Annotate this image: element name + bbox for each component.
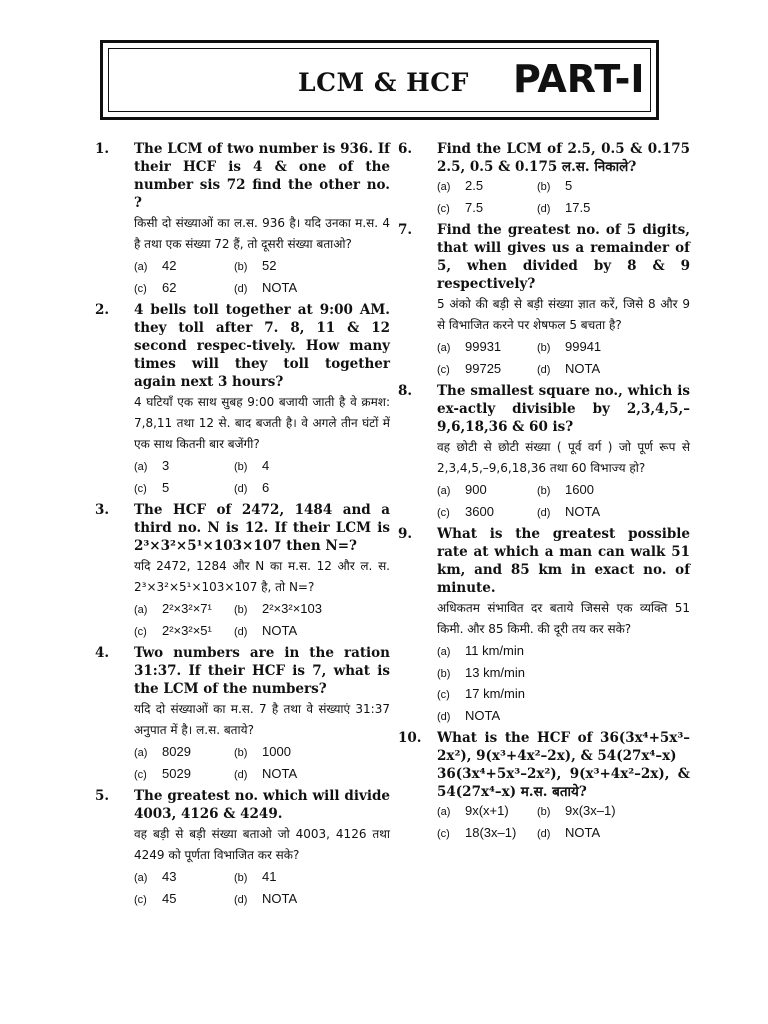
option-a: (a) 9x(x+1) bbox=[437, 803, 509, 818]
option-d: (d) 17.5 bbox=[537, 199, 591, 215]
question-5 bbox=[95, 787, 390, 910]
option-c: (c) 5 bbox=[134, 479, 170, 495]
option-d: (d) NOTA bbox=[234, 622, 298, 638]
question-8 bbox=[398, 382, 690, 523]
question-text-hindi: 5 अंको की बड़ी से बड़ी संख्या ज्ञात करें, जिसे 8 और 9 से विभाजित करने पर शेषफल 5 बचता है? bbox=[437, 297, 690, 332]
options bbox=[134, 456, 390, 499]
options bbox=[437, 480, 690, 523]
question-number: 1. bbox=[95, 141, 110, 157]
question-number: 9. bbox=[398, 526, 413, 542]
question-text-hindi: वह छोटी से छोटी संख्या ( पूर्व वर्ग ) जो पूर्ण रूप से 2,3,4,5,–9,6,18,36 तथा 60 विभाज्य हो? bbox=[437, 440, 690, 475]
option-a: (a) 900 bbox=[437, 482, 487, 497]
options bbox=[134, 599, 390, 642]
option-a: (a) 3 bbox=[134, 458, 170, 473]
question-text-english: The greatest no. which will divide 4003, 4126 & 4249. bbox=[134, 788, 390, 822]
question-number: 6. bbox=[398, 141, 413, 157]
option-b: (b) 9x(3x–1) bbox=[537, 803, 616, 818]
question-9 bbox=[398, 525, 690, 727]
title-box bbox=[100, 40, 659, 120]
question-7 bbox=[398, 221, 690, 380]
question-number: 8. bbox=[398, 383, 413, 399]
option-c: (c) 18(3x–1) bbox=[437, 824, 517, 840]
option-d: (d) NOTA bbox=[537, 360, 601, 376]
option-c: (c) 62 bbox=[134, 279, 177, 295]
option-a: (a) 43 bbox=[134, 869, 177, 884]
option-d: (d) 6 bbox=[234, 479, 270, 495]
option-b: (b) 1600 bbox=[537, 482, 594, 497]
question-text-english: The LCM of two number is 936. If their HCF is 4 & one of the number sis 72 find the other no. ? bbox=[134, 141, 390, 211]
option-d: (d) NOTA bbox=[234, 279, 298, 295]
options bbox=[134, 256, 390, 299]
question-number: 7. bbox=[398, 222, 413, 238]
option-a: (a) 2²×3²×7¹ bbox=[134, 601, 212, 616]
question-text-english: Find the LCM of 2.5, 0.5 & 0.175 2.5, 0.5 & 0.175 ल.स. निकाले? bbox=[437, 141, 690, 175]
options bbox=[134, 742, 390, 785]
options bbox=[437, 641, 690, 727]
option-b: (b) 5 bbox=[537, 178, 573, 193]
left-column bbox=[95, 140, 390, 912]
question-10 bbox=[398, 729, 690, 844]
page-title: LCM & HCF bbox=[298, 68, 469, 97]
part-label: PART-I bbox=[513, 57, 645, 101]
question-2 bbox=[95, 301, 390, 499]
option-b: (b) 13 km/min bbox=[437, 664, 525, 680]
question-text-hindi: किसी दो संख्याओं का ल.स. 936 है। यदि उनका म.स. 4 है तथा एक संख्या 72 हैं, तो दूसरी संख्या बताओ? bbox=[134, 216, 390, 251]
option-d: (d) NOTA bbox=[537, 503, 601, 519]
question-text-english: What is the greatest possible rate at which a man can walk 51 km, and 85 km in exact no. of minute. bbox=[437, 526, 690, 596]
question-text-english: Two numbers are in the ration 31:37. If their HCF is 7, what is the LCM of the numbers? bbox=[134, 645, 390, 697]
option-d: (d) NOTA bbox=[537, 824, 601, 840]
option-b: (b) 1000 bbox=[234, 744, 291, 759]
option-b: (b) 2²×3²×103 bbox=[234, 601, 322, 616]
option-a: (a) 8029 bbox=[134, 744, 191, 759]
right-column bbox=[398, 140, 690, 846]
option-b: (b) 52 bbox=[234, 258, 277, 273]
option-b: (b) 99941 bbox=[537, 339, 602, 354]
question-text-english: Find the greatest no. of 5 digits, that will gives us a remainder of 5, when divided by 8 & 9 respectively? bbox=[437, 222, 690, 292]
option-c: (c) 17 km/min bbox=[437, 686, 525, 701]
question-text-hindi: वह बड़ी से बड़ी संख्या बताओ जो 4003, 4126 तथा 4249 को पूर्णता विभाजित कर सके? bbox=[134, 827, 390, 862]
option-c: (c) 99725 bbox=[437, 360, 502, 376]
option-a: (a) 99931 bbox=[437, 339, 502, 354]
question-text-hindi: अधिकतम संभावित दर बताये जिससे एक व्यक्ति 51 किमी. और 85 किमी. की दूरी तय कर सके? bbox=[437, 601, 690, 636]
question-number: 10. bbox=[398, 730, 422, 746]
question-text-hindi: 36(3x⁴+5x³–2x²), 9(x³+4x²–2x), & 54(27x⁴–x) म.स. बताये? bbox=[437, 766, 690, 800]
option-a: (a) 11 km/min bbox=[437, 643, 524, 658]
question-text-hindi: 4 घटियाँ एक साथ सुबह 9:00 बजायी जाती है वे क्रमश: 7,8,11 तथा 12 से. बाद बजती है। वे अगले तीन घंटों में एक साथ कितनी बार बजेंगी? bbox=[134, 395, 390, 451]
option-c: (c) 5029 bbox=[134, 765, 191, 781]
question-text-english: What is the HCF of 36(3x⁴+5x³–2x²), 9(x³+4x²–2x), & 54(27x⁴–x) bbox=[437, 730, 690, 764]
options bbox=[437, 176, 690, 219]
question-4 bbox=[95, 644, 390, 785]
options bbox=[437, 337, 690, 380]
option-b: (b) 4 bbox=[234, 458, 270, 473]
option-c: (c) 45 bbox=[134, 890, 177, 906]
question-text-english: The HCF of 2472, 1484 and a third no. N is 12. If their LCM is 2³×3²×5¹×103×107 then N=? bbox=[134, 502, 390, 554]
option-c: (c) 7.5 bbox=[437, 199, 484, 215]
option-a: (a) 2.5 bbox=[437, 178, 484, 193]
option-c: (c) 3600 bbox=[437, 503, 494, 519]
option-d: (d) NOTA bbox=[234, 765, 298, 781]
option-a: (a) 42 bbox=[134, 258, 177, 273]
question-text-english: The smallest square no., which is ex-actly divisible by 2,3,4,5,–9,6,18,36 & 60 is? bbox=[437, 383, 690, 435]
question-6 bbox=[398, 140, 690, 219]
option-d: (d) NOTA bbox=[437, 707, 501, 723]
question-text-hindi: यदि 2472, 1284 और N का म.स. 12 और ल. स. 2³×3²×5¹×103×107 है, तो N=? bbox=[134, 559, 390, 594]
options bbox=[437, 801, 690, 844]
option-b: (b) 41 bbox=[234, 869, 277, 884]
question-number: 2. bbox=[95, 302, 110, 318]
question-1 bbox=[95, 140, 390, 299]
question-number: 3. bbox=[95, 502, 110, 518]
question-3 bbox=[95, 501, 390, 642]
question-number: 5. bbox=[95, 788, 110, 804]
option-d: (d) NOTA bbox=[234, 890, 298, 906]
question-text-hindi: यदि दो संख्याओं का म.स. 7 है तथा वे संख्याएं 31:37 अनुपात में है। ल.स. बताये? bbox=[134, 702, 390, 737]
question-number: 4. bbox=[95, 645, 110, 661]
question-text-english: 4 bells toll together at 9:00 AM. they toll after 7. 8, 11 & 12 second respec-tively. How many times will they toll together again next 3 hours? bbox=[134, 302, 390, 390]
option-c: (c) 2²×3²×5¹ bbox=[134, 622, 212, 638]
options bbox=[134, 867, 390, 910]
